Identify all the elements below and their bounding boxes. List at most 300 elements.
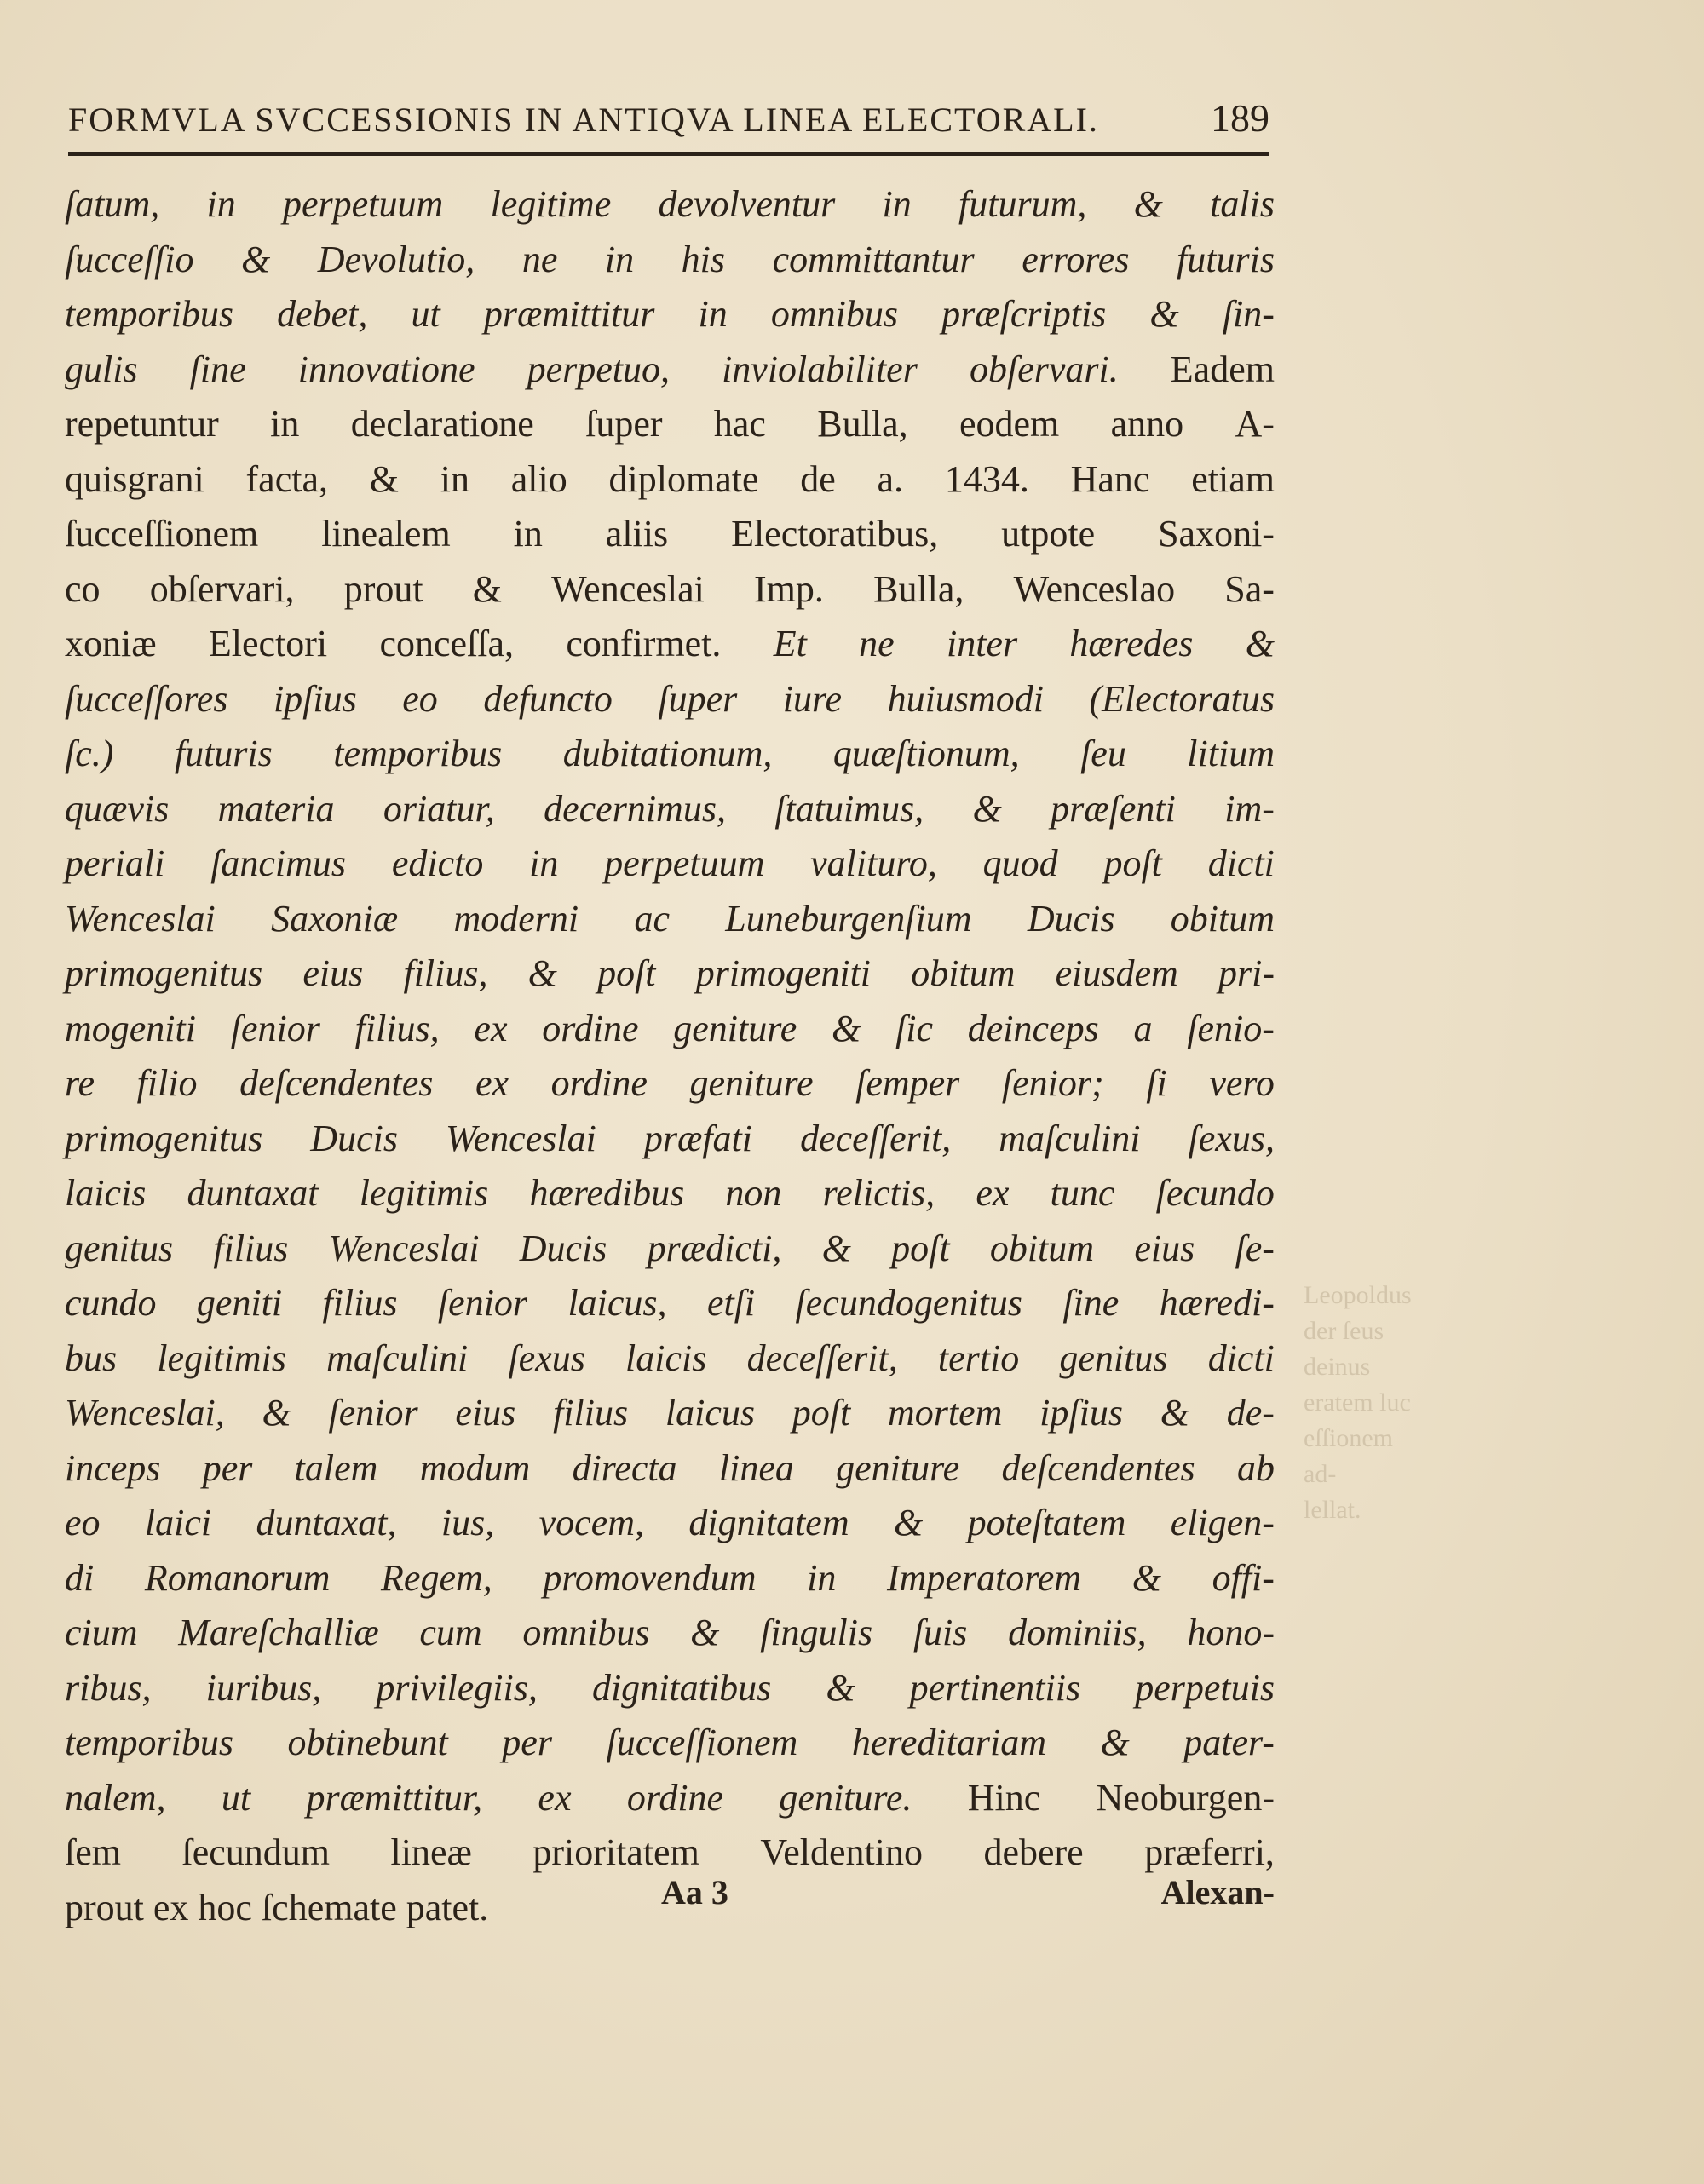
word: gulis [65, 348, 138, 390]
text-line [65, 672, 1275, 727]
running-header [68, 95, 1269, 141]
word: privilegiis, [376, 1666, 538, 1709]
word: futurum, [958, 183, 1087, 225]
word: quod [982, 842, 1058, 884]
word: Wenceslai [551, 567, 705, 610]
word: & [1100, 1721, 1130, 1763]
word: tunc [1050, 1172, 1115, 1214]
word: offi- [1212, 1556, 1275, 1599]
word: & [527, 952, 557, 994]
word: Wenceslai, [65, 1392, 225, 1434]
word: ſchemate [261, 1886, 397, 1928]
text-line [65, 1496, 1275, 1551]
word: futuris [1177, 238, 1275, 280]
word: Bulla, [817, 403, 908, 445]
word: Hinc [967, 1776, 1041, 1819]
word: ordine [626, 1776, 724, 1819]
word: di [65, 1556, 95, 1599]
word: legitimis [157, 1336, 286, 1379]
word: ſine [189, 348, 246, 390]
word: ab [1236, 1446, 1275, 1489]
word: futuris [174, 733, 273, 774]
word: poſt [792, 1392, 851, 1434]
word: obtinebunt [287, 1721, 448, 1763]
word: periali [65, 842, 165, 884]
word: Electoratibus, [731, 513, 939, 555]
word: ribus, [65, 1666, 152, 1709]
text-line [65, 1551, 1275, 1606]
word: ipſius [273, 677, 357, 720]
word: Imperatorem [886, 1556, 1082, 1599]
word: præſcriptis [941, 293, 1107, 335]
word: Neoburgen- [1096, 1776, 1275, 1819]
word: in [698, 293, 728, 335]
word: Romanorum [144, 1556, 331, 1599]
text-line [65, 1221, 1275, 1277]
word: quisgrani [65, 457, 204, 500]
word: hac [713, 403, 766, 445]
bleed-line: eratem luc [1304, 1388, 1411, 1417]
word: hono- [1187, 1612, 1275, 1653]
word: diplomate [608, 457, 759, 500]
word: inceps [65, 1446, 161, 1489]
word: prædicti, [647, 1227, 782, 1269]
word: perpetuis [1135, 1666, 1275, 1709]
word: ſuis [912, 1612, 968, 1653]
word: Ducis [310, 1117, 398, 1159]
bleed-line: der ſeus [1304, 1317, 1384, 1345]
word: & [369, 457, 399, 500]
word: edicto [391, 842, 484, 884]
page-number: 189 [1211, 96, 1269, 140]
word: laicis [625, 1336, 707, 1379]
word: ſenio- [1187, 1007, 1275, 1049]
word: præſenti [1051, 787, 1176, 830]
text-line [65, 1331, 1275, 1387]
word: primogenitus [65, 1117, 263, 1159]
word: & [1133, 183, 1163, 225]
word: & [832, 1007, 861, 1049]
word: Saxoni- [1158, 513, 1275, 555]
word: quæſtionum, [832, 733, 1020, 774]
word: de [800, 457, 836, 500]
word: prout [65, 1886, 144, 1928]
text-line [65, 782, 1275, 837]
bleed-line: eſſionem ad- [1304, 1424, 1393, 1488]
word: duntaxat, [256, 1502, 397, 1543]
word: geniture [673, 1007, 797, 1049]
word: ſucceſſores [65, 677, 228, 720]
word: utpote [1001, 513, 1096, 555]
bleed-line: lellat. [1304, 1496, 1361, 1524]
word: & [690, 1612, 720, 1653]
word: duntaxat [187, 1172, 319, 1214]
word: ex [538, 1776, 572, 1819]
word: inter [946, 623, 1018, 664]
word: mortem [887, 1392, 1003, 1434]
word: cum [419, 1612, 482, 1653]
catchword: Alexan- [1160, 1873, 1275, 1911]
text-line [65, 1606, 1275, 1661]
word: a. [877, 457, 904, 500]
word: conceſſa, [379, 623, 515, 664]
word: poſt [597, 952, 656, 994]
word: prout [343, 567, 423, 610]
word: valituro, [810, 842, 937, 884]
word: filius, [354, 1007, 440, 1049]
word: Regem, [381, 1556, 492, 1599]
word: in [206, 183, 236, 225]
word: & [972, 787, 1002, 830]
word: & [1160, 1392, 1189, 1434]
word: Wenceslai [446, 1117, 596, 1159]
text-line [65, 946, 1275, 1002]
word: ut [411, 293, 440, 335]
word: ſe- [1235, 1227, 1275, 1269]
word: dignitatibus [591, 1666, 772, 1709]
word: temporibus [65, 293, 233, 335]
word: legitimis [359, 1172, 489, 1214]
word: Et [773, 623, 807, 664]
text-line [65, 1166, 1275, 1221]
word: pri- [1218, 952, 1275, 994]
word: laici [144, 1502, 212, 1543]
word: hæredi- [1159, 1282, 1275, 1324]
word: & [472, 567, 502, 610]
word: deceſſerit, [746, 1336, 898, 1379]
word: vocem, [538, 1502, 645, 1543]
word: cium [65, 1612, 138, 1653]
word: Wenceslao [1013, 567, 1176, 610]
word: deſcendentes [239, 1062, 434, 1104]
word: obitum [911, 952, 1016, 994]
text-line [65, 452, 1275, 508]
word: modum [419, 1446, 531, 1489]
word: ſenior [437, 1282, 528, 1324]
word: vero [1209, 1062, 1275, 1104]
word: defuncto [483, 677, 613, 720]
word: deinceps [967, 1007, 1099, 1049]
word: dubitationum, [562, 733, 773, 774]
word: ſeu [1080, 733, 1126, 774]
word: linealem [321, 513, 451, 555]
word: ſexus [508, 1336, 585, 1379]
word: Sa- [1224, 567, 1275, 610]
text-line [65, 1441, 1275, 1497]
word: ipſius [1039, 1392, 1123, 1434]
word: obſervari, [149, 567, 295, 610]
word: poſt [1103, 842, 1162, 884]
word: eiusdem [1055, 952, 1178, 994]
word: omnibus [522, 1612, 650, 1653]
word: in [440, 457, 469, 500]
word: genitus [1059, 1336, 1168, 1379]
word: filio [136, 1062, 198, 1104]
word: Hanc [1070, 457, 1150, 500]
word: A- [1235, 403, 1275, 445]
word: in [882, 183, 912, 225]
word: eius [302, 952, 364, 994]
text-line [65, 1386, 1275, 1441]
word: debere [983, 1831, 1084, 1873]
word: de- [1226, 1392, 1275, 1434]
word: præfati [643, 1117, 753, 1159]
word: Ducis [1027, 897, 1115, 940]
word: Devolutio, [317, 238, 475, 280]
word: Veldentino [760, 1831, 923, 1873]
word: filius [553, 1392, 629, 1434]
word: ordine [550, 1062, 648, 1104]
word: ſatum, [65, 183, 160, 225]
word: mogeniti [65, 1007, 196, 1049]
word: geniti [196, 1282, 283, 1324]
word: litium [1187, 733, 1275, 774]
word: obſervari. [969, 348, 1119, 390]
word: aliis [605, 513, 669, 555]
word: ſic [895, 1007, 934, 1049]
word: filius [213, 1227, 289, 1269]
word: dominiis, [1008, 1612, 1147, 1653]
word: (Electoratus [1089, 677, 1275, 720]
word: lineæ [390, 1831, 472, 1873]
word: maſculini [999, 1117, 1141, 1159]
word: perpetuum [604, 842, 765, 884]
word: Luneburgenſium [725, 897, 972, 940]
word: legitime [490, 183, 612, 225]
word: Saxoniæ [271, 897, 399, 940]
word: etiam [1191, 457, 1275, 500]
word: ſuper [585, 403, 663, 445]
word: ſexus, [1188, 1117, 1275, 1159]
word: talem [294, 1446, 378, 1489]
word: Mareſchalliæ [178, 1612, 379, 1653]
text-line [65, 892, 1275, 947]
word: deceſſerit, [800, 1117, 952, 1159]
word: laicis [65, 1172, 147, 1214]
word: tertio [937, 1336, 1020, 1379]
word: declaratione [350, 403, 534, 445]
word: inviolabiliter [722, 348, 918, 390]
word: ex [153, 1886, 189, 1928]
text-line [65, 397, 1275, 452]
word: pertinentiis [909, 1666, 1081, 1709]
word: im- [1224, 787, 1275, 830]
text-line [65, 1112, 1275, 1167]
word: huiusmodi [887, 677, 1044, 720]
text-line [65, 342, 1275, 398]
word: ſtatuimus, [774, 787, 924, 830]
page-footer [65, 1872, 1275, 1923]
text-line [65, 1056, 1275, 1112]
word: eodem [958, 403, 1060, 445]
word: præmittitur, [306, 1776, 483, 1819]
word: perpetuum [283, 183, 444, 225]
word: pater- [1183, 1721, 1275, 1763]
word: promovendum [543, 1556, 757, 1599]
word: hæredes [1069, 623, 1194, 664]
word: dicti [1207, 1336, 1275, 1379]
text-line [65, 1002, 1275, 1057]
word: poſt [891, 1227, 950, 1269]
word: eius [1134, 1227, 1195, 1269]
word: obitum [1170, 897, 1275, 940]
word: primogeniti [695, 952, 872, 994]
text-line [65, 287, 1275, 342]
word: laicus [665, 1392, 755, 1434]
word: Ducis [519, 1227, 607, 1269]
word: eo [65, 1502, 101, 1543]
word: ſi [1146, 1062, 1167, 1104]
word: per [202, 1446, 253, 1489]
word: moderni [453, 897, 579, 940]
word: & [262, 1392, 291, 1434]
word: patet. [406, 1886, 489, 1928]
word: geniture [836, 1446, 960, 1489]
text-line [65, 617, 1275, 672]
word: & [1131, 1556, 1161, 1599]
bleed-through-text [1304, 1278, 1431, 1528]
word: linea [718, 1446, 794, 1489]
word: & [241, 238, 271, 280]
word: præmittitur [483, 293, 655, 335]
word: xoniæ [65, 623, 157, 664]
text-line [65, 177, 1275, 233]
text-line [65, 836, 1275, 892]
word: ſucceſſio [65, 238, 194, 280]
word: filius [322, 1282, 398, 1324]
word: bus [65, 1336, 118, 1379]
word: ordine [542, 1007, 639, 1049]
text-line [65, 1716, 1275, 1771]
word: materia [217, 787, 335, 830]
word: per [502, 1721, 552, 1763]
signature-mark: Aa 3 [661, 1873, 728, 1911]
running-title: FORMVLA SVCCESSIONIS IN ANTIQVA LINEA ELECTORALI. [68, 101, 1099, 139]
text-line [65, 562, 1275, 618]
word: oriatur, [383, 787, 495, 830]
word: primogenitus [65, 952, 263, 994]
word: 1434. [944, 457, 1029, 500]
word: ſenior [230, 1007, 320, 1049]
word: ſucceſſionem [65, 513, 259, 555]
word: ſucceſſionem [606, 1721, 798, 1763]
word: prioritatem [532, 1831, 699, 1873]
text-line [65, 1771, 1275, 1826]
word: co [65, 567, 101, 610]
word: hæredibus [529, 1172, 685, 1214]
word: ut [221, 1776, 251, 1819]
text-line [65, 727, 1275, 782]
word: temporibus [65, 1721, 233, 1763]
word: ex [475, 1062, 509, 1104]
word: & [826, 1666, 855, 1709]
word: poteſtatem [967, 1502, 1126, 1543]
word: quævis [65, 787, 170, 830]
body-text [65, 177, 1275, 1935]
word: ſecundum [181, 1831, 330, 1873]
word: ius, [440, 1502, 495, 1543]
word: anno [1110, 403, 1184, 445]
word: & [1149, 293, 1179, 335]
word: omnibus [770, 293, 899, 335]
word: hereditariam [851, 1721, 1046, 1763]
word: obitum [989, 1227, 1095, 1269]
word: ac [634, 897, 670, 940]
word: re [65, 1062, 95, 1104]
word: filius, [403, 952, 488, 994]
word: ex [976, 1172, 1010, 1214]
word: hoc [198, 1886, 252, 1928]
text-line [65, 1661, 1275, 1716]
text-line [65, 1276, 1275, 1331]
word: talis [1210, 183, 1275, 225]
word: relictis, [822, 1172, 935, 1214]
word: Wenceslai [328, 1227, 480, 1269]
word: ſenior [328, 1392, 418, 1434]
word: repetuntur [65, 403, 219, 445]
word: facta, [245, 457, 328, 500]
bleed-line: Leopoldus [1304, 1281, 1412, 1309]
word: ſem [65, 1831, 121, 1873]
word: ſingulis [760, 1612, 873, 1653]
word: ſecundogenitus [795, 1282, 1022, 1324]
word: Eadem [1170, 348, 1275, 390]
word: Electori [208, 623, 328, 664]
word: ſuper [658, 677, 738, 720]
word: geniture. [779, 1776, 912, 1819]
text-line [65, 507, 1275, 562]
word: ne [521, 238, 558, 280]
word: devolventur [658, 183, 836, 225]
word: præferri, [1144, 1831, 1275, 1873]
word: Bulla, [873, 567, 964, 610]
word: perpetuo, [527, 348, 670, 390]
word: committantur [772, 238, 975, 280]
word: in [807, 1556, 837, 1599]
word: etſi [706, 1282, 756, 1324]
word: in [529, 842, 559, 884]
word: non [725, 1172, 782, 1214]
word: Imp. [754, 567, 824, 610]
word: cundo [65, 1282, 157, 1324]
word: & [1245, 623, 1275, 664]
word: laicus, [567, 1282, 667, 1324]
word: alio [510, 457, 567, 500]
word: innovatione [297, 348, 475, 390]
word: ſecundo [1155, 1172, 1275, 1214]
header-rule [68, 152, 1269, 156]
word: deſcendentes [1001, 1446, 1195, 1489]
word: ſemper [855, 1062, 960, 1104]
word: iuribus, [205, 1666, 322, 1709]
word: in [513, 513, 543, 555]
word: dicti [1207, 842, 1275, 884]
word: directa [572, 1446, 677, 1489]
bleed-line: deinus [1304, 1353, 1371, 1381]
word: eligen- [1170, 1502, 1275, 1543]
word: ſine [1062, 1282, 1120, 1324]
word: ſancimus [210, 842, 347, 884]
word: dignitatem [688, 1502, 849, 1543]
word: ex [474, 1007, 508, 1049]
word: Wenceslai [65, 897, 216, 940]
word: decernimus, [544, 787, 726, 830]
word: geniture [689, 1062, 814, 1104]
word: errores [1022, 238, 1130, 280]
word: genitus [65, 1227, 174, 1269]
word: & [894, 1502, 924, 1543]
word: temporibus [333, 733, 503, 774]
